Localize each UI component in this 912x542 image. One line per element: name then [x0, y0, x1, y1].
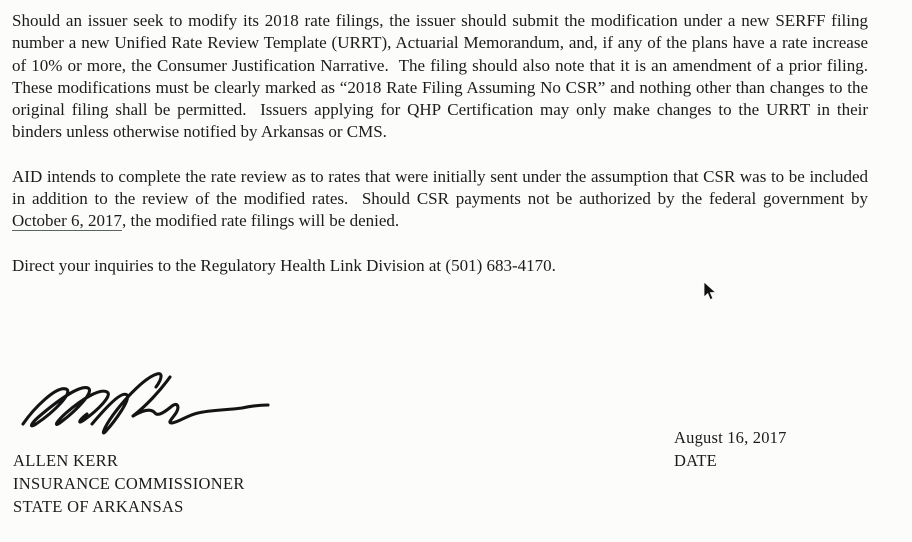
signature-date: August 16, 2017 [674, 428, 787, 447]
paragraph-rate-review [12, 166, 873, 233]
signatory-block [13, 449, 245, 519]
date-label: DATE [674, 451, 717, 471]
signatory-org: STATE OF ARKANSAS [13, 497, 184, 517]
deadline-date-underlined: October 6, 2017 [12, 211, 123, 231]
paragraph-rate-review-text: AID intends to complete the rate review as to rates that were initially sent under the assumption that CSR was to be included in addition to the review of the modified rates. Should CSR payments not be authorized by the federal government by [12, 166, 873, 209]
paragraph-rate-review-tail: , the modified rate filings will be denied. [122, 211, 400, 231]
paragraph-inquiries: Direct your inquiries to the Regulatory Health Link Division at (501) 683-4170. [12, 255, 556, 275]
paragraph-modification-instructions: Should an issuer seek to modify its 2018 rate filings, the issuer should submit the modification under a new SERFF filing number a new Unified Rate Review Template (URRT), Actuarial Memorandum, and, if any of the plans have a rate increase of 10% or more, the Consumer Justification Narrative. The filing should also note that it is an amendment of a prior filing. These modifications must be clearly marked as “2018 Rate Filing Assuming No CSR” and nothing other than changes to the original filing shall be permitted. Issuers applying for QHP Certification may only make changes to the URRT in their binders unless otherwise notified by Arkansas or CMS. [12, 11, 877, 142]
signature-image [20, 372, 272, 438]
signatory-title: INSURANCE COMMISSIONER [13, 474, 245, 494]
signatory-name: ALLEN KERR [13, 451, 119, 470]
mouse-cursor-icon [703, 281, 717, 301]
date-block [674, 426, 787, 472]
letter-body [12, 10, 877, 299]
